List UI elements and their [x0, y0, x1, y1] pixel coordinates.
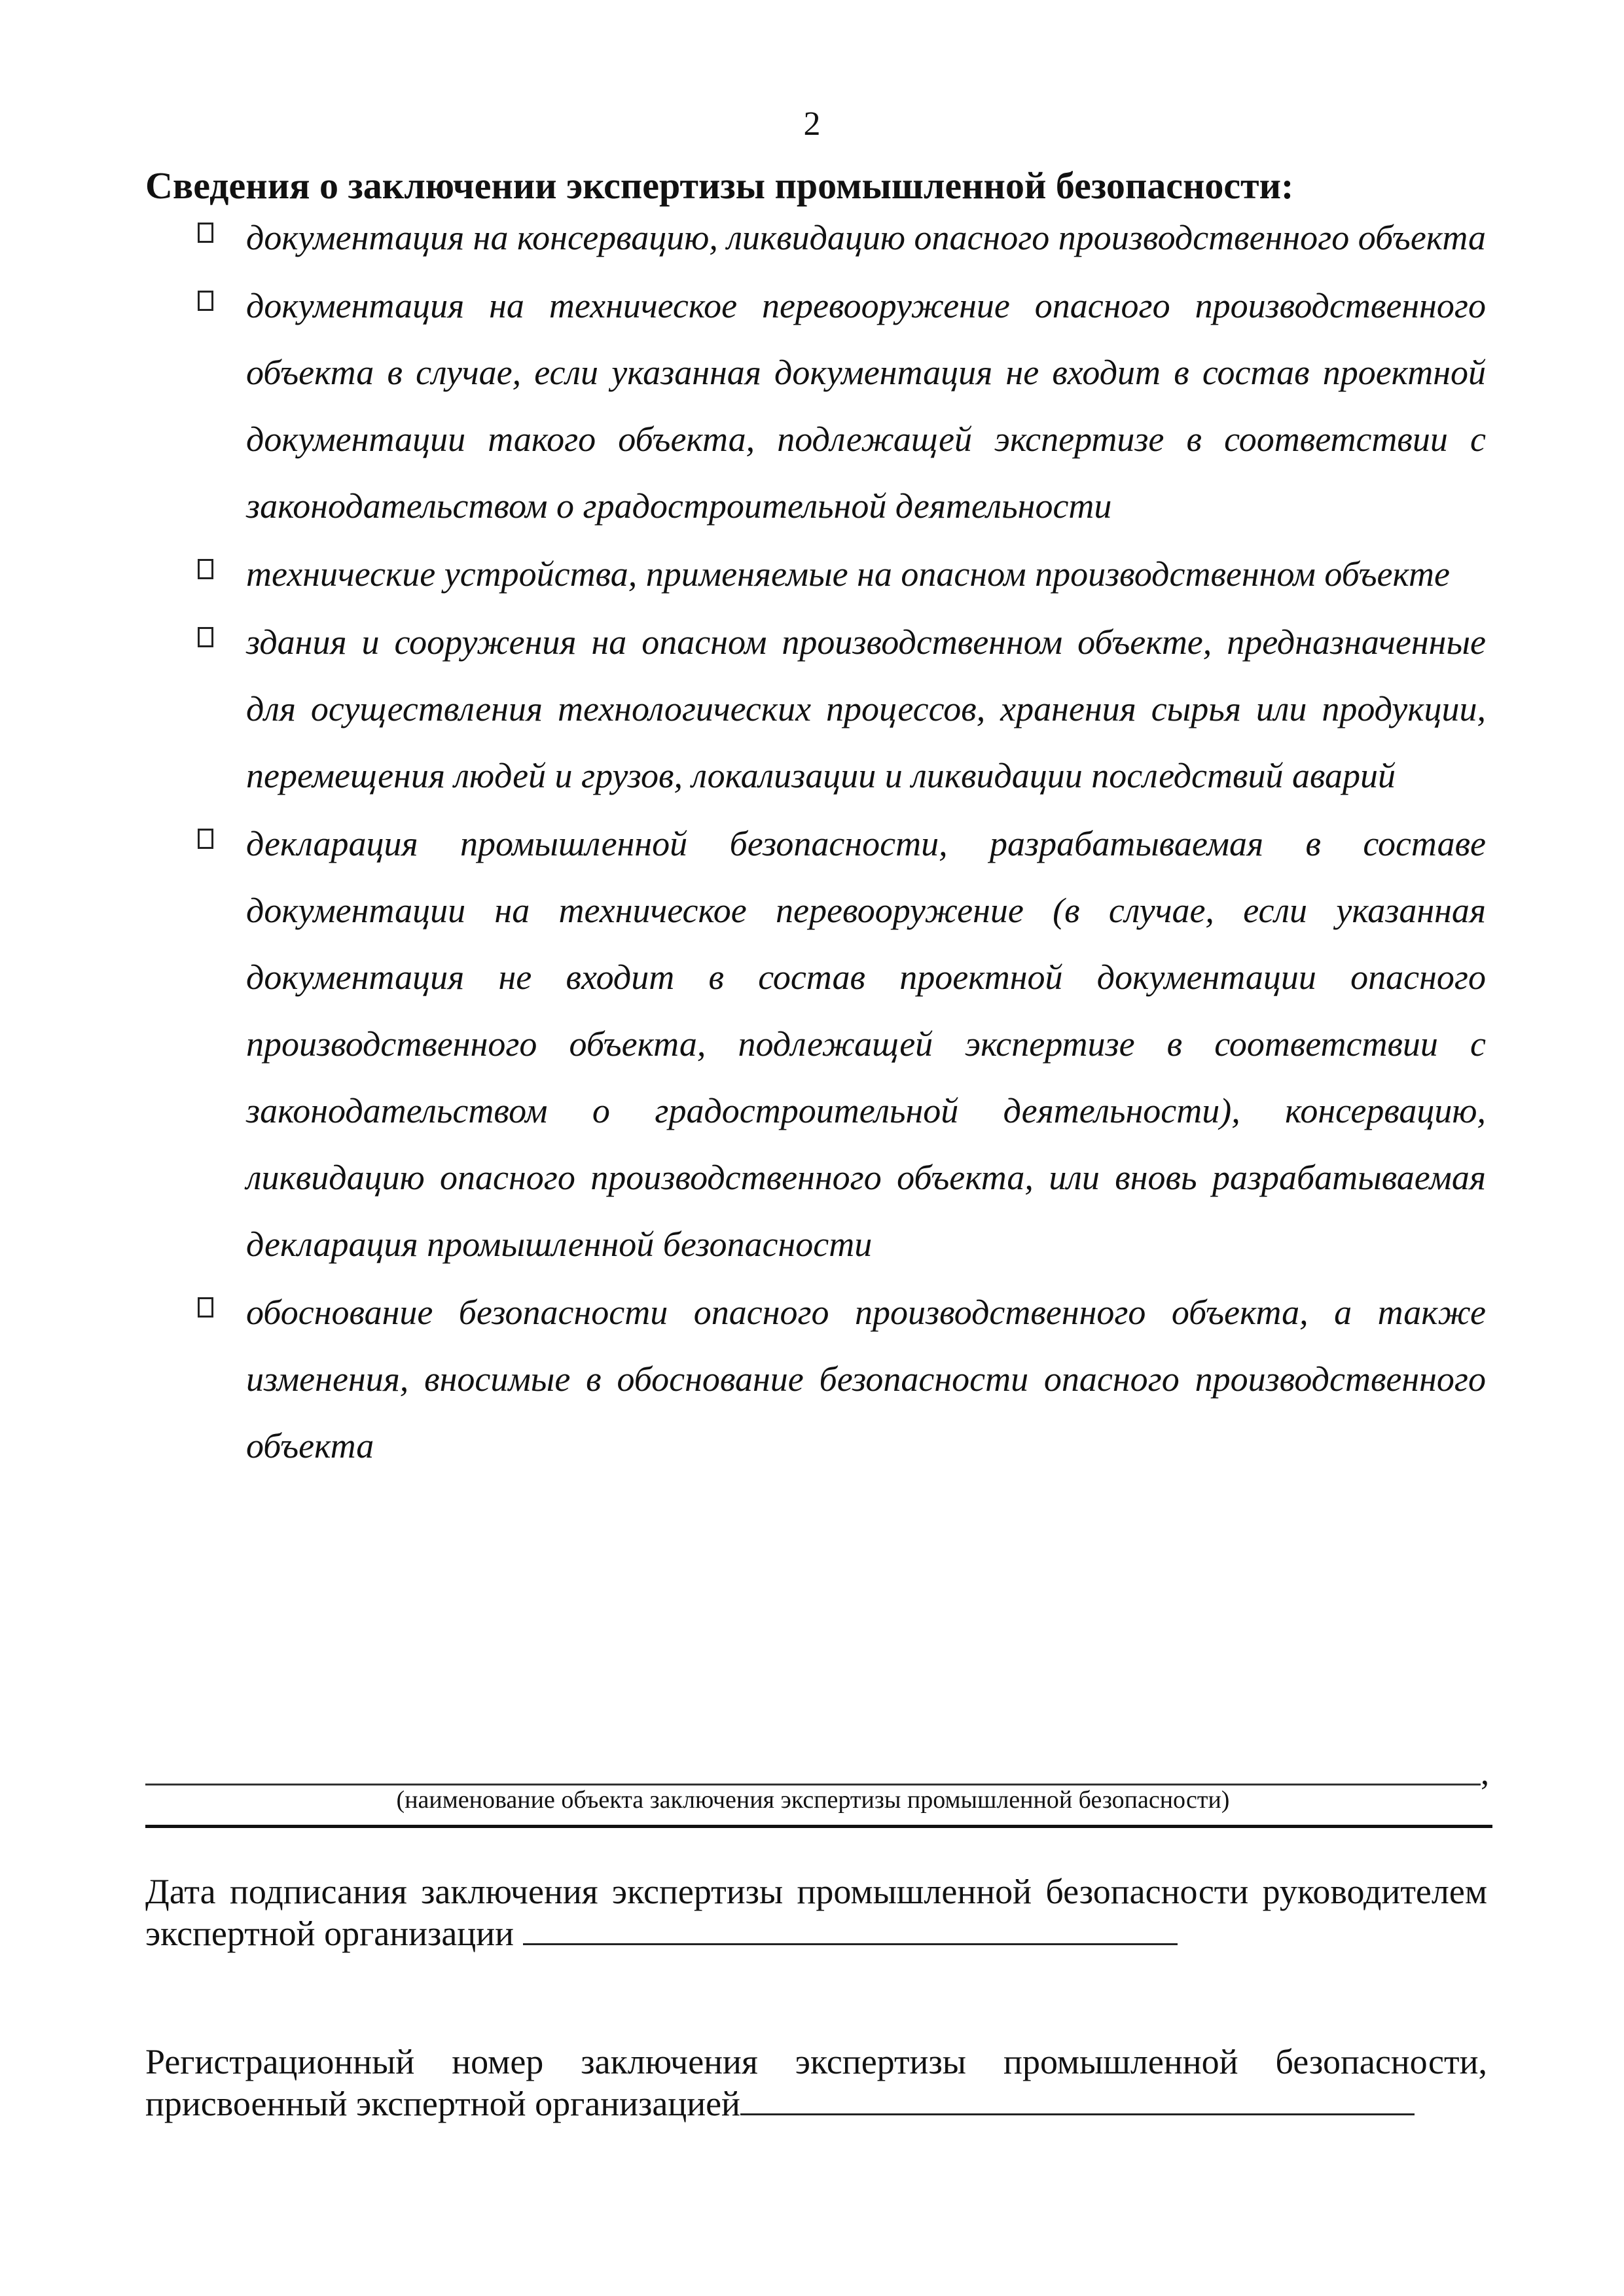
checkbox[interactable] — [198, 829, 213, 849]
list-item-text: технические устройства, применяемые на опасном производственном объекте — [246, 554, 1450, 594]
list-item — [196, 609, 1486, 809]
page-number: 2 — [803, 105, 821, 143]
list-item-text: здания и сооружения на опасном производственном объекте, предназначенные для осуществления технологических процессов, хранения сырья или продукции, перемещения людей и грузов, локализации и ликвидации последствий аварий — [246, 622, 1486, 795]
list-item — [196, 204, 1486, 271]
reg-number-field[interactable] — [740, 2085, 1415, 2115]
checkbox[interactable] — [198, 223, 213, 243]
reg-number-label: Регистрационный номер заключения экспертизы промышленной безопасности, присвоенный экспертной организацией — [145, 2042, 1487, 2123]
checkbox[interactable] — [198, 559, 213, 579]
object-name-comma: , — [1481, 1755, 1489, 1792]
list-item — [196, 1279, 1486, 1479]
list-item-text: документация на техническое перевооружение опасного производственного объекта в случае, если указанная документация не входит в состав проектной документации такого объекта, подлежащей экспертизе в соответствии с законодательством о градостроительной деятельности — [246, 286, 1486, 526]
checkbox-list — [196, 204, 1486, 1480]
checkbox[interactable] — [198, 291, 213, 311]
checkbox[interactable] — [198, 1297, 213, 1318]
list-item — [196, 541, 1486, 607]
sign-date-block — [145, 1871, 1487, 1954]
reg-number-block — [145, 2041, 1487, 2125]
list-item-text: декларация промышленной безопасности, разрабатываемая в составе документации на техническое перевооружение (в случае, если указанная документация не входит в состав проектной документации опасного производственного объекта, подлежащей экспертизе в соответствии с законодательством о градостроительной деятельности), консервацию, ликвидацию опасного производственного объекта, или вновь разрабатываемая декларация промышленной безопасности — [246, 824, 1486, 1264]
checkbox[interactable] — [198, 627, 213, 647]
divider — [145, 1825, 1492, 1828]
sign-date-field[interactable] — [523, 1914, 1178, 1945]
list-item-text: документация на консервацию, ликвидацию опасного производственного объекта — [246, 218, 1487, 257]
list-item — [196, 272, 1486, 539]
list-item — [196, 810, 1486, 1278]
sign-date-label: Дата подписания заключения экспертизы промышленной безопасности руководителем экспертной организации — [145, 1872, 1487, 1953]
section-heading: Сведения о заключении экспертизы промышленной безопасности: — [145, 164, 1294, 207]
list-item-text: обоснование безопасности опасного производственного объекта, а также изменения, вносимые в обоснование безопасности опасного производственного объекта — [246, 1293, 1486, 1465]
object-name-caption: (наименование объекта заключения экспертизы промышленной безопасности) — [396, 1786, 1230, 1814]
